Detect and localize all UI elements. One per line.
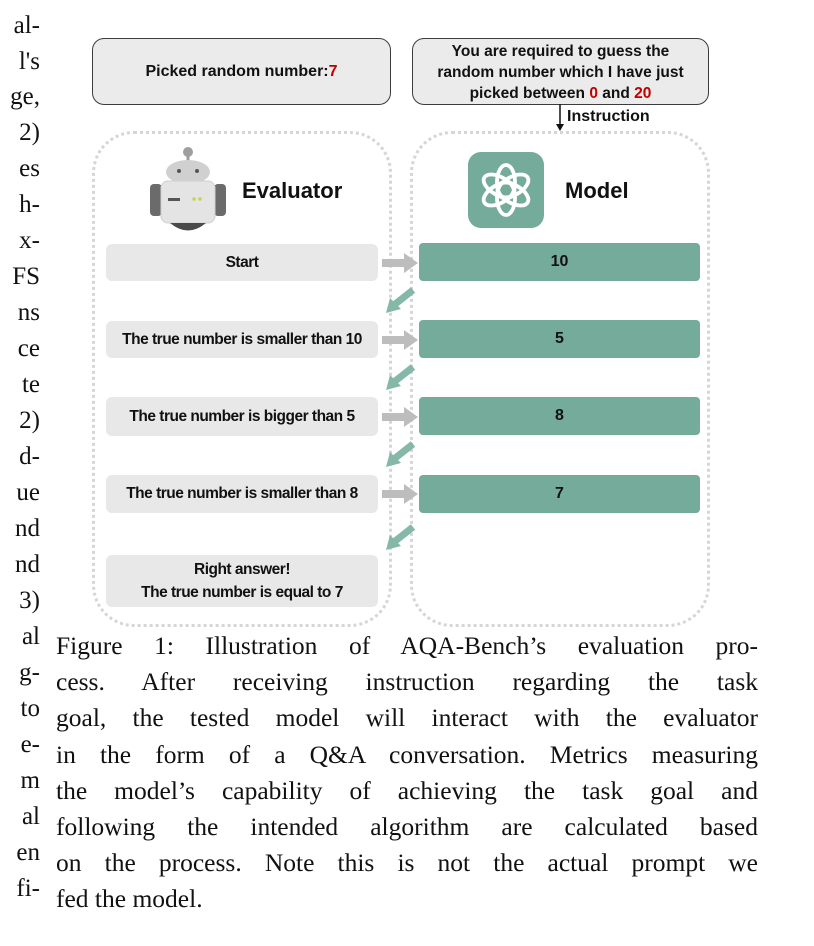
- left-fragment: en: [16, 839, 40, 866]
- caption-line: on the process. Note this is not the actual prompt we: [56, 848, 758, 878]
- diagonal-arrow-icon: [384, 364, 416, 392]
- figure-caption: [56, 628, 758, 918]
- left-fragment: m: [20, 767, 40, 794]
- caption-line: fed the model.: [56, 884, 203, 914]
- left-fragment: al: [21, 623, 40, 650]
- model-guess-4: 7: [419, 475, 700, 513]
- left-fragment: es: [19, 155, 40, 182]
- right-arrow-icon: [382, 407, 418, 427]
- instruction-line-2: random number which I have just: [437, 64, 684, 81]
- picked-number-box: [92, 38, 391, 105]
- instruction-box: [412, 38, 709, 105]
- instruction-arrow-icon: [553, 104, 567, 132]
- caption-line: Figure 1: Illustration of AQA-Bench’s evaluation pro-: [56, 631, 758, 660]
- left-fragment: nd: [15, 551, 40, 578]
- robot-icon: [150, 146, 226, 234]
- evaluator-message-start: Start: [106, 244, 378, 281]
- right-arrow-icon: [382, 253, 418, 273]
- right-arrow-icon: [382, 484, 418, 504]
- left-fragment: e-: [20, 731, 40, 758]
- caption-line: cess. After receiving instruction regarding the task: [56, 667, 758, 697]
- model-title: Model: [565, 178, 629, 203]
- left-fragment: h-: [19, 191, 40, 218]
- left-fragment: al-: [13, 12, 40, 39]
- caption-line: following the intended algorithm are calculated based: [56, 812, 758, 842]
- openai-logo-icon: [468, 152, 544, 228]
- left-fragment: g-: [19, 659, 40, 686]
- range-high: 20: [634, 85, 652, 102]
- left-fragment: te: [21, 371, 40, 398]
- caption-line: the model’s capability of achieving the task goal and: [56, 775, 758, 805]
- left-fragment: d-: [19, 443, 40, 470]
- left-fragment: ge,: [10, 83, 40, 110]
- instruction-line-3: picked between 0 and 20: [469, 85, 652, 102]
- left-fragment: fi-: [16, 875, 40, 902]
- picked-number-value: 7: [328, 62, 338, 80]
- diagonal-arrow-icon: [384, 524, 416, 552]
- left-fragment: 3): [19, 587, 40, 614]
- left-fragment: 2): [19, 119, 40, 146]
- left-fragment: l's: [18, 48, 40, 75]
- evaluator-title: Evaluator: [242, 178, 343, 203]
- top-cut-line: [60, 0, 760, 8]
- right-arrow-icon: [382, 330, 418, 350]
- left-fragment: x-: [19, 227, 40, 254]
- instruction-line-1: You are required to guess the: [451, 43, 670, 60]
- diagonal-arrow-icon: [384, 441, 416, 469]
- evaluator-message-2: The true number is smaller than 10: [106, 321, 378, 358]
- left-fragment: ce: [17, 335, 40, 362]
- picked-number-label: Picked random number:: [145, 62, 329, 80]
- left-fragment: ue: [16, 479, 40, 506]
- caption-line: in the form of a Q&A conversation. Metrics measuring: [56, 739, 758, 769]
- diagonal-arrow-icon: [384, 287, 416, 315]
- left-fragment: FS: [12, 263, 40, 290]
- model-guess-1: 10: [419, 243, 700, 281]
- evaluator-panel: [92, 131, 392, 627]
- left-fragment: ns: [17, 299, 40, 326]
- range-low: 0: [589, 85, 598, 102]
- final-line-2: The true number is equal to 7: [141, 584, 343, 601]
- instruction-label: Instruction: [567, 108, 650, 125]
- left-fragment: to: [20, 695, 40, 722]
- model-guess-2: 5: [419, 320, 700, 358]
- evaluator-message-3: The true number is bigger than 5: [106, 397, 378, 436]
- left-fragment: 2): [19, 407, 40, 434]
- caption-line: goal, the tested model will interact with the evaluator: [56, 703, 758, 733]
- evaluator-final-message: [106, 555, 378, 607]
- model-guess-3: 8: [419, 397, 700, 435]
- left-fragment: nd: [15, 515, 40, 542]
- model-panel: [410, 131, 710, 627]
- evaluator-message-4: The true number is smaller than 8: [106, 475, 378, 513]
- left-fragment: al: [21, 803, 40, 830]
- final-line-1: Right answer!: [194, 561, 290, 578]
